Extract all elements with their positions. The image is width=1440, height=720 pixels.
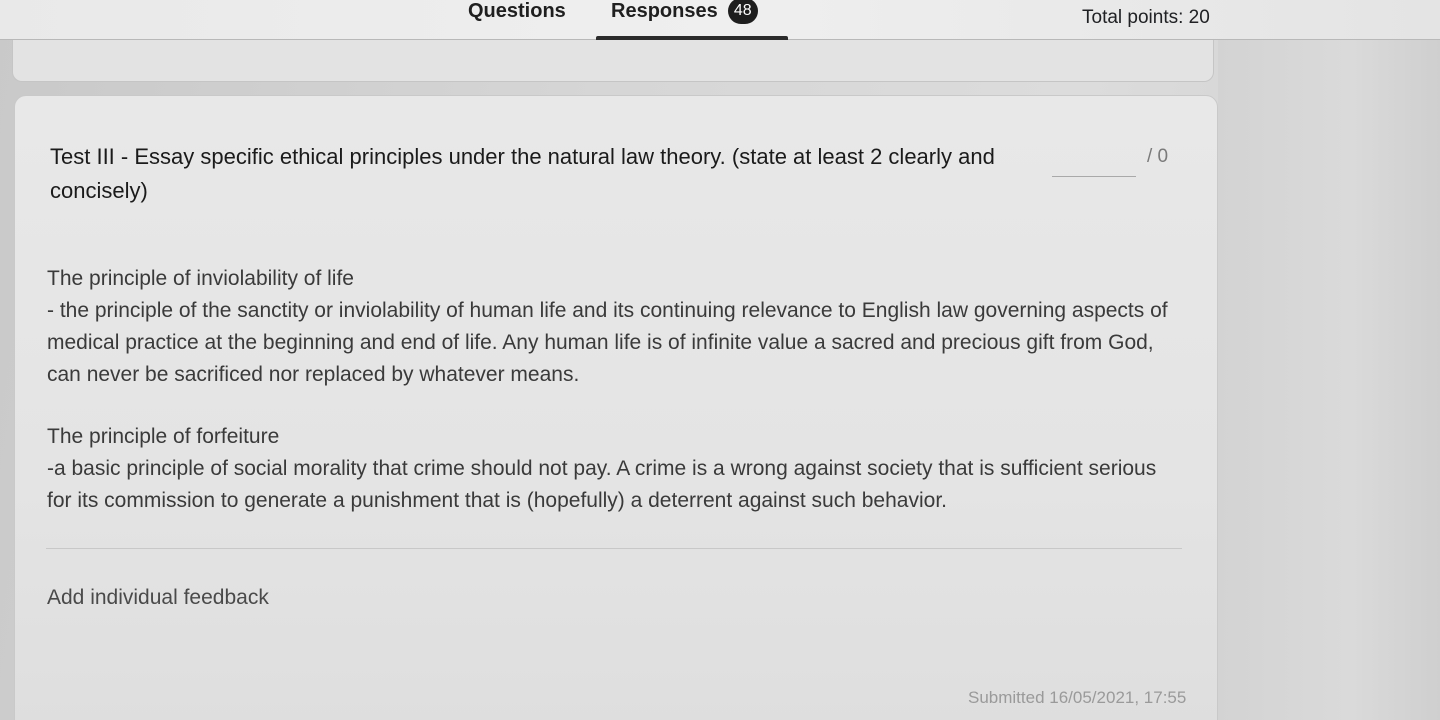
answer-divider	[46, 548, 1182, 549]
submitted-timestamp: Submitted 16/05/2021, 17:55	[968, 688, 1187, 707]
principle-1-title: The principle of inviolability of life	[47, 267, 354, 290]
previous-card	[12, 40, 1214, 82]
tab-questions[interactable]	[468, 0, 566, 40]
points-input[interactable]	[1052, 143, 1136, 177]
top-tab-bar	[0, 0, 1440, 40]
total-points: Total points: 20	[1082, 7, 1210, 28]
tab-responses[interactable]	[611, 0, 758, 40]
principle-1-body: - the principle of the sanctity or inviolability of human life and its continuing relevance to English law governing aspects of medical practice at the beginning and end of life. Any human life is of infinite value a sacred and precious gift from God, can never be sacrificed nor replaced by whatever means.	[47, 299, 1168, 386]
tab-responses-label: Responses	[611, 0, 718, 22]
principle-2-title: The principle of forfeiture	[47, 425, 280, 448]
add-feedback-link[interactable]: Add individual feedback	[47, 586, 269, 609]
question-title: Test III - Essay specific ethical principles under the natural law theory. (state at least 2 clearly and concisely)	[50, 144, 995, 203]
tab-questions-label: Questions	[468, 0, 566, 22]
essay-answer	[47, 263, 1177, 517]
principle-2-body: -a basic principle of social morality that crime should not pay. A crime is a wrong against society that is sufficient serious for its commission to generate a punishment that is (hopefully) a deterrent against such behavior.	[47, 457, 1157, 512]
responses-count-badge: 48	[728, 0, 758, 24]
points-max: / 0	[1147, 146, 1169, 167]
page-background-right	[1218, 40, 1440, 720]
